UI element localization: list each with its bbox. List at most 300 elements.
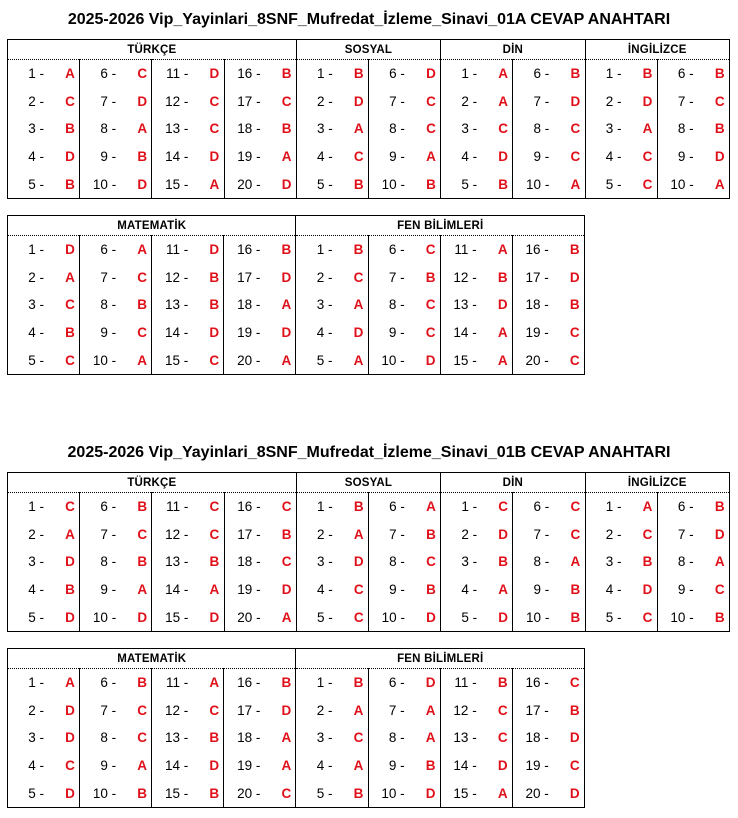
subject-header-turkce: TÜRKÇE [8, 473, 297, 493]
answer-letter: C [209, 121, 220, 137]
answer-cell-ingilizce [657, 88, 729, 116]
answer-cell-turkce [8, 60, 80, 88]
answer-letter: A [642, 121, 653, 137]
answer-cell-sosyal [368, 548, 440, 576]
answer-cell-fen [440, 291, 512, 319]
answer-letter: A [137, 352, 147, 368]
question-number: 12 - [453, 702, 477, 718]
answer-letter: A [65, 526, 75, 542]
question-number: 9 - [389, 582, 405, 598]
question-number: 15 - [453, 352, 477, 368]
answer-cell-din [441, 603, 513, 631]
answer-cell-matematik [80, 697, 152, 725]
answer-letter: C [569, 352, 580, 368]
question-number: 1 - [316, 242, 333, 258]
answer-cell-din [513, 170, 585, 198]
answer-cell-matematik [152, 752, 224, 780]
question-number: 2 - [605, 526, 622, 542]
answer-letter: A [65, 269, 75, 285]
answer-cell-fen [368, 697, 440, 725]
answer-letter: D [353, 93, 364, 109]
question-number: 10 - [670, 176, 694, 192]
answer-cell-fen [368, 669, 440, 697]
question-number: 11 - [165, 675, 189, 691]
answer-cell-ingilizce [585, 521, 657, 549]
answer-letter: A [497, 785, 508, 801]
answer-letter: D [281, 582, 292, 598]
answer-row [8, 236, 585, 264]
question-number: 1 - [316, 675, 333, 691]
question-number: 5 - [316, 609, 333, 625]
question-number: 1 - [605, 66, 622, 82]
question-number: 9 - [100, 325, 117, 341]
answer-cell-fen [296, 724, 368, 752]
answer-letter: A [209, 675, 220, 691]
question-number: 14 - [164, 758, 189, 774]
question-number: 19 - [525, 758, 549, 774]
question-number: 5 - [28, 609, 44, 625]
answer-cell-fen [368, 752, 440, 780]
answer-letter: B [570, 582, 581, 598]
answer-letter: C [426, 554, 436, 570]
answer-cell-matematik [224, 291, 296, 319]
answer-cell-ingilizce [657, 170, 729, 198]
answer-cell-matematik [8, 669, 80, 697]
question-number: 3 - [316, 554, 333, 570]
answer-cell-fen [296, 752, 368, 780]
answer-letter: C [137, 269, 147, 285]
answer-key-a-bottom-table [7, 215, 585, 375]
question-number: 1 - [28, 66, 44, 82]
question-number: 10 - [381, 176, 405, 192]
answer-cell-fen [440, 779, 512, 807]
answer-letter: B [137, 499, 148, 515]
question-number: 3 - [461, 121, 478, 137]
question-number: 1 - [28, 242, 44, 258]
question-number: 9 - [677, 582, 694, 598]
answer-cell-din [441, 143, 513, 171]
question-number: 19 - [525, 325, 549, 341]
answer-letter: B [65, 582, 75, 598]
answer-letter: D [65, 702, 75, 718]
answer-letter: D [65, 149, 75, 165]
question-number: 13 - [165, 554, 189, 570]
answer-letter: B [65, 121, 75, 137]
answer-letter: D [642, 93, 653, 109]
answer-row [8, 521, 730, 549]
answer-cell-fen [296, 291, 368, 319]
question-number: 4 - [316, 325, 333, 341]
answer-cell-fen [368, 319, 440, 347]
answer-letter: B [498, 176, 508, 192]
question-number: 6 - [100, 66, 117, 82]
answer-cell-turkce [8, 521, 80, 549]
answer-row [8, 60, 730, 88]
question-number: 2 - [28, 269, 44, 285]
subject-header-sosyal: SOSYAL [296, 473, 440, 493]
question-number: 18 - [525, 297, 549, 313]
question-number: 12 - [164, 702, 189, 718]
answer-key-title-a: 2025-2026 Vip_Yayinlari_8SNF_Mufredat_İzleme_Sinavi_01A CEVAP ANAHTARI [67, 11, 671, 28]
answer-cell-matematik [8, 724, 80, 752]
subject-header-din: DİN [441, 40, 585, 60]
answer-cell-turkce [8, 115, 80, 143]
question-number: 6 - [100, 242, 117, 258]
answer-cell-matematik [224, 264, 296, 292]
subject-header-turkce: TÜRKÇE [8, 40, 297, 60]
answer-row [8, 88, 730, 116]
question-number: 7 - [100, 526, 117, 542]
question-number: 10 - [526, 609, 550, 625]
question-number: 4 - [28, 758, 44, 774]
question-number: 5 - [28, 352, 44, 368]
question-number: 14 - [165, 149, 189, 165]
question-number: 18 - [525, 730, 549, 746]
answer-cell-turkce [152, 493, 224, 521]
answer-letter: B [714, 609, 725, 625]
answer-letter: D [65, 609, 75, 625]
answer-letter: C [570, 121, 581, 137]
answer-letter: A [353, 297, 364, 313]
answer-letter: D [425, 785, 436, 801]
answer-cell-sosyal [368, 576, 440, 604]
answer-cell-matematik [80, 752, 152, 780]
question-number: 7 - [100, 702, 117, 718]
question-number: 6 - [533, 499, 550, 515]
answer-row [8, 576, 730, 604]
answer-key-a-top-table [7, 39, 730, 199]
answer-letter: C [569, 325, 580, 341]
answer-cell-ingilizce [585, 576, 657, 604]
answer-row [8, 603, 730, 631]
answer-cell-sosyal [368, 603, 440, 631]
question-number: 4 - [28, 149, 44, 165]
question-number: 10 - [92, 785, 117, 801]
question-number: 6 - [389, 66, 405, 82]
question-number: 11 - [454, 675, 477, 691]
answer-row [8, 697, 585, 725]
answer-cell-ingilizce [585, 493, 657, 521]
question-number: 14 - [453, 325, 477, 341]
question-number: 2 - [316, 269, 333, 285]
answer-cell-matematik [8, 697, 80, 725]
question-number: 2 - [316, 93, 333, 109]
question-number: 7 - [388, 702, 405, 718]
answer-letter: A [137, 121, 148, 137]
answer-cell-matematik [8, 779, 80, 807]
answer-letter: A [353, 758, 364, 774]
answer-letter: A [426, 149, 436, 165]
question-number: 8 - [389, 121, 405, 137]
answer-cell-matematik [8, 264, 80, 292]
answer-cell-din [513, 548, 585, 576]
answer-cell-fen [368, 236, 440, 264]
question-number: 5 - [316, 176, 333, 192]
question-number: 3 - [605, 121, 622, 137]
answer-letter: B [569, 702, 580, 718]
answer-cell-turkce [152, 143, 224, 171]
answer-row [8, 752, 585, 780]
answer-letter: D [281, 325, 292, 341]
answer-cell-fen [440, 724, 512, 752]
answer-row [8, 724, 585, 752]
answer-letter: B [426, 526, 436, 542]
question-number: 6 - [389, 499, 405, 515]
question-number: 4 - [28, 325, 44, 341]
question-number: 10 - [92, 176, 117, 192]
answer-letter: D [353, 325, 364, 341]
answer-letter: C [281, 785, 292, 801]
question-number: 11 - [166, 66, 189, 82]
answer-letter: C [209, 93, 220, 109]
answer-letter: D [642, 582, 653, 598]
answer-letter: B [137, 149, 148, 165]
answer-letter: C [353, 609, 364, 625]
question-number: 10 - [381, 785, 405, 801]
subject-header-ingilizce: İNGİLİZCE [585, 473, 730, 493]
answer-cell-din [513, 60, 585, 88]
answer-cell-matematik [224, 779, 296, 807]
answer-letter: D [209, 66, 220, 82]
answer-letter: A [281, 609, 292, 625]
answer-cell-ingilizce [585, 170, 657, 198]
question-number: 9 - [100, 149, 117, 165]
answer-letter: C [426, 121, 436, 137]
answer-letter: B [65, 176, 75, 192]
answer-letter: D [65, 554, 75, 570]
question-number: 4 - [28, 582, 44, 598]
answer-letter: D [714, 526, 725, 542]
answer-letter: C [642, 526, 653, 542]
question-number: 17 - [525, 702, 549, 718]
answer-cell-matematik [8, 346, 80, 374]
answer-letter: C [65, 499, 75, 515]
answer-cell-turkce [8, 603, 80, 631]
question-number: 9 - [100, 758, 117, 774]
answer-cell-fen [440, 697, 512, 725]
answer-cell-fen [296, 319, 368, 347]
answer-letter: D [569, 730, 580, 746]
answer-letter: C [425, 297, 436, 313]
answer-cell-matematik [80, 319, 152, 347]
answer-letter: C [65, 758, 75, 774]
question-number: 3 - [28, 554, 44, 570]
answer-letter: A [426, 499, 436, 515]
answer-cell-matematik [152, 346, 224, 374]
question-number: 17 - [237, 702, 261, 718]
question-number: 7 - [100, 269, 117, 285]
question-number: 4 - [316, 149, 333, 165]
question-number: 7 - [533, 526, 550, 542]
answer-cell-fen [512, 264, 584, 292]
answer-cell-fen [296, 236, 368, 264]
question-number: 2 - [28, 702, 44, 718]
answer-cell-turkce [224, 521, 296, 549]
answer-cell-turkce [152, 170, 224, 198]
question-number: 16 - [237, 675, 261, 691]
answer-letter: C [569, 758, 580, 774]
question-number: 5 - [316, 785, 333, 801]
answer-letter: A [281, 730, 292, 746]
question-number: 9 - [677, 149, 694, 165]
question-number: 13 - [164, 297, 189, 313]
answer-letter: A [353, 702, 364, 718]
answer-letter: B [137, 675, 147, 691]
answer-letter: A [65, 66, 75, 82]
answer-letter: A [353, 352, 364, 368]
answer-cell-ingilizce [657, 603, 729, 631]
answer-cell-matematik [152, 779, 224, 807]
answer-cell-matematik [8, 319, 80, 347]
answer-cell-turkce [8, 170, 80, 198]
subject-header-ingilizce: İNGİLİZCE [585, 40, 730, 60]
question-number: 3 - [28, 121, 44, 137]
answer-letter: C [137, 526, 148, 542]
question-number: 7 - [389, 93, 405, 109]
answer-row [8, 548, 730, 576]
answer-letter: D [281, 269, 292, 285]
answer-letter: B [714, 66, 725, 82]
answer-cell-fen [512, 319, 584, 347]
answer-letter: C [425, 325, 436, 341]
answer-cell-fen [368, 291, 440, 319]
question-number: 6 - [677, 499, 694, 515]
answer-cell-sosyal [296, 493, 368, 521]
answer-cell-turkce [8, 88, 80, 116]
answer-letter: C [569, 675, 580, 691]
answer-cell-turkce [8, 548, 80, 576]
question-number: 4 - [316, 758, 333, 774]
answer-row [8, 779, 585, 807]
question-number: 14 - [165, 582, 189, 598]
answer-cell-fen [512, 752, 584, 780]
answer-letter: C [570, 149, 581, 165]
question-number: 2 - [461, 526, 478, 542]
answer-letter: D [426, 66, 436, 82]
answer-letter: D [209, 758, 220, 774]
question-number: 1 - [28, 675, 44, 691]
answer-letter: B [209, 730, 220, 746]
question-number: 9 - [388, 758, 405, 774]
answer-row [8, 291, 585, 319]
answer-letter: B [642, 66, 653, 82]
question-number: 5 - [461, 609, 478, 625]
answer-cell-turkce [224, 170, 296, 198]
question-number: 5 - [605, 609, 622, 625]
question-number: 7 - [389, 526, 405, 542]
question-number: 3 - [316, 297, 333, 313]
answer-letter: A [425, 730, 436, 746]
answer-cell-matematik [224, 669, 296, 697]
question-number: 20 - [525, 352, 549, 368]
answer-letter: D [65, 785, 75, 801]
question-number: 9 - [100, 582, 117, 598]
answer-letter: D [209, 242, 220, 258]
question-number: 18 - [237, 121, 261, 137]
answer-letter: C [714, 582, 725, 598]
subject-header-sosyal: SOSYAL [296, 40, 440, 60]
answer-key-title-b: 2025-2026 Vip_Yayinlari_8SNF_Mufredat_İzleme_Sinavi_01B CEVAP ANAHTARI [67, 444, 671, 461]
answer-letter: C [281, 554, 292, 570]
answer-cell-ingilizce [585, 603, 657, 631]
answer-letter: B [569, 242, 580, 258]
answer-cell-ingilizce [585, 88, 657, 116]
answer-cell-din [441, 548, 513, 576]
answer-cell-turkce [8, 143, 80, 171]
answer-cell-fen [440, 236, 512, 264]
answer-letter: A [281, 149, 292, 165]
question-number: 19 - [237, 582, 261, 598]
answer-cell-din [441, 576, 513, 604]
question-number: 5 - [461, 176, 478, 192]
subject-header-matematik: MATEMATİK [8, 649, 296, 669]
question-number: 11 - [454, 242, 477, 258]
question-number: 6 - [677, 66, 694, 82]
answer-cell-din [441, 115, 513, 143]
question-number: 10 - [92, 609, 117, 625]
answer-letter: C [209, 352, 220, 368]
answer-cell-matematik [152, 697, 224, 725]
answer-letter: A [209, 582, 220, 598]
question-number: 10 - [381, 609, 405, 625]
answer-row [8, 669, 585, 697]
answer-cell-ingilizce [657, 521, 729, 549]
question-number: 2 - [316, 526, 333, 542]
answer-cell-matematik [224, 724, 296, 752]
answer-cell-sosyal [296, 115, 368, 143]
question-number: 2 - [461, 93, 478, 109]
question-number: 12 - [165, 93, 189, 109]
answer-letter: B [569, 297, 580, 313]
answer-letter: B [497, 675, 508, 691]
answer-cell-turkce [80, 603, 152, 631]
answer-cell-fen [296, 697, 368, 725]
answer-letter: A [65, 675, 75, 691]
answer-letter: C [497, 730, 508, 746]
answer-letter: A [281, 352, 292, 368]
question-number: 9 - [389, 149, 405, 165]
answer-cell-fen [296, 264, 368, 292]
answer-letter: A [353, 121, 364, 137]
answer-letter: C [137, 325, 147, 341]
question-number: 8 - [533, 554, 550, 570]
answer-cell-matematik [80, 669, 152, 697]
question-number: 9 - [533, 149, 550, 165]
answer-letter: C [353, 269, 364, 285]
answer-cell-fen [512, 669, 584, 697]
answer-letter: C [642, 149, 653, 165]
answer-cell-turkce [80, 60, 152, 88]
answer-cell-ingilizce [657, 576, 729, 604]
answer-letter: C [714, 93, 725, 109]
answer-letter: D [497, 758, 508, 774]
answer-cell-matematik [152, 264, 224, 292]
question-number: 15 - [453, 785, 477, 801]
question-number: 3 - [605, 554, 622, 570]
answer-cell-sosyal [368, 521, 440, 549]
question-number: 7 - [677, 526, 694, 542]
answer-letter: B [714, 499, 725, 515]
question-number: 12 - [453, 269, 477, 285]
answer-row [8, 143, 730, 171]
question-number: 17 - [525, 269, 549, 285]
answer-letter: A [497, 242, 508, 258]
answer-letter: B [281, 675, 292, 691]
question-number: 3 - [28, 730, 44, 746]
answer-cell-fen [512, 724, 584, 752]
question-number: 16 - [237, 242, 261, 258]
question-number: 1 - [316, 499, 333, 515]
